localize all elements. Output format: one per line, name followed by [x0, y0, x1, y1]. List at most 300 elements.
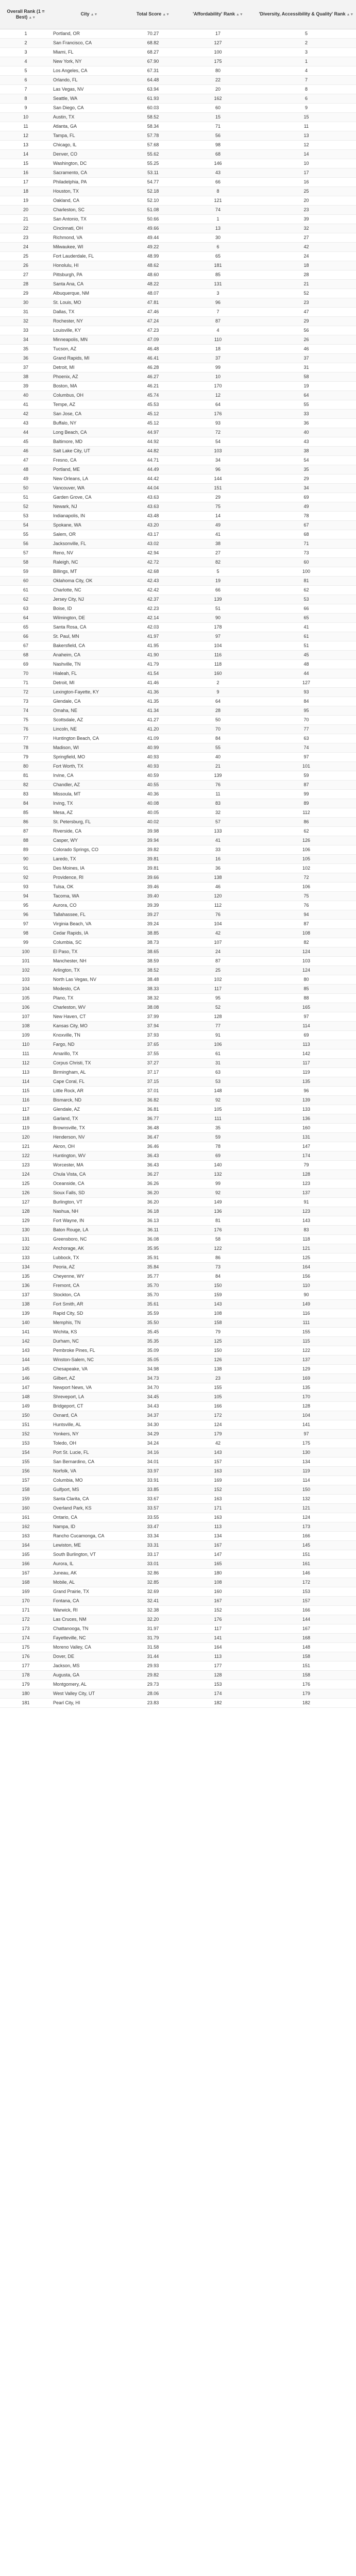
city-cell: Rochester, NY — [52, 317, 127, 326]
table-row — [0, 669, 356, 679]
table-row — [0, 521, 356, 530]
city-cell: Vancouver, WA — [52, 484, 127, 493]
total-score-cell: 46.27 — [127, 372, 179, 382]
total-score-cell: 32.20 — [127, 1615, 179, 1624]
table-row — [0, 1207, 356, 1216]
diversity-rank-cell: 137 — [257, 1189, 356, 1198]
overall-rank-cell: 69 — [0, 660, 52, 669]
diversity-rank-cell: 96 — [257, 1087, 356, 1096]
city-cell: Mobile, AL — [52, 1578, 127, 1587]
affordability-rank-cell: 84 — [179, 1272, 257, 1281]
table-row — [0, 994, 356, 1003]
diversity-rank-cell: 156 — [257, 1272, 356, 1281]
affordability-rank-cell: 66 — [179, 178, 257, 187]
table-row — [0, 966, 356, 975]
total-score-cell: 34.01 — [127, 1458, 179, 1467]
sort-arrow-icon[interactable]: ▲▼ — [235, 13, 243, 16]
city-cell: Fort Lauderdale, FL — [52, 252, 127, 261]
overall-rank-cell: 172 — [0, 1615, 52, 1624]
table-row — [0, 753, 356, 762]
diversity-rank-cell: 42 — [257, 243, 356, 252]
overall-rank-cell: 170 — [0, 1597, 52, 1606]
overall-rank-cell: 67 — [0, 641, 52, 651]
total-score-cell: 35.50 — [127, 1318, 179, 1328]
total-score-cell: 38.48 — [127, 975, 179, 985]
diversity-rank-cell: 117 — [257, 1059, 356, 1068]
overall-rank-cell: 50 — [0, 484, 52, 493]
total-score-cell: 36.26 — [127, 1179, 179, 1189]
total-score-cell: 48.99 — [127, 252, 179, 261]
table-row — [0, 1587, 356, 1597]
city-cell: Stockton, CA — [52, 1291, 127, 1300]
table-row — [0, 1365, 356, 1374]
total-score-cell: 38.33 — [127, 985, 179, 994]
diversity-rank-cell: 60 — [257, 558, 356, 567]
overall-rank-cell: 47 — [0, 456, 52, 465]
table-row — [0, 771, 356, 781]
diversity-rank-cell: 108 — [257, 929, 356, 938]
diversity-rank-cell: 87 — [257, 920, 356, 929]
diversity-rank-cell: 127 — [257, 679, 356, 688]
diversity-rank-cell: 31 — [257, 363, 356, 372]
total-score-cell: 37.15 — [127, 1077, 179, 1087]
affordability-rank-cell: 15 — [179, 113, 257, 122]
affordability-rank-cell: 40 — [179, 753, 257, 762]
overall-rank-cell: 48 — [0, 465, 52, 474]
total-score-cell: 58.34 — [127, 122, 179, 131]
city-cell: Kansas City, MO — [52, 1022, 127, 1031]
table-row — [0, 567, 356, 577]
affordability-rank-cell: 150 — [179, 1281, 257, 1291]
diversity-rank-cell: 113 — [257, 1040, 356, 1049]
total-score-cell: 41.27 — [127, 716, 179, 725]
total-score-cell: 45.12 — [127, 410, 179, 419]
city-cell: Santa Rosa, CA — [52, 623, 127, 632]
diversity-rank-cell: 17 — [257, 168, 356, 178]
overall-rank-cell: 153 — [0, 1439, 52, 1448]
table-row — [0, 1652, 356, 1662]
city-cell: Tucson, AZ — [52, 345, 127, 354]
diversity-rank-cell: 66 — [257, 604, 356, 614]
table-row — [0, 586, 356, 595]
overall-rank-cell: 64 — [0, 614, 52, 623]
diversity-rank-cell: 29 — [257, 317, 356, 326]
total-score-cell: 29.82 — [127, 1671, 179, 1680]
overall-rank-cell: 125 — [0, 1179, 52, 1189]
total-score-cell: 41.20 — [127, 725, 179, 734]
diversity-rank-cell: 67 — [257, 521, 356, 530]
diversity-rank-cell: 69 — [257, 493, 356, 502]
city-cell: Phoenix, AZ — [52, 372, 127, 382]
total-score-cell: 34.70 — [127, 1383, 179, 1393]
table-row — [0, 632, 356, 641]
total-score-cell: 39.94 — [127, 836, 179, 845]
total-score-cell: 52.10 — [127, 196, 179, 206]
total-score-cell: 47.81 — [127, 298, 179, 308]
table-row — [0, 1059, 356, 1068]
diversity-rank-cell: 14 — [257, 150, 356, 159]
total-score-cell: 57.68 — [127, 141, 179, 150]
diversity-rank-cell: 19 — [257, 382, 356, 391]
header-label: City — [80, 11, 90, 16]
overall-rank-cell: 118 — [0, 1114, 52, 1124]
affordability-rank-cell: 9 — [179, 688, 257, 697]
total-score-cell: 43.63 — [127, 493, 179, 502]
total-score-cell: 44.71 — [127, 456, 179, 465]
affordability-rank-cell: 103 — [179, 447, 257, 456]
sort-arrow-icon[interactable]: ▲▼ — [162, 13, 170, 16]
affordability-rank-cell: 152 — [179, 1485, 257, 1495]
diversity-rank-cell: 123 — [257, 1179, 356, 1189]
table-row — [0, 1578, 356, 1587]
overall-rank-cell: 39 — [0, 382, 52, 391]
diversity-rank-cell: 16 — [257, 178, 356, 187]
diversity-rank-cell: 155 — [257, 1328, 356, 1337]
overall-rank-cell: 163 — [0, 1532, 52, 1541]
total-score-cell: 39.81 — [127, 855, 179, 864]
affordability-rank-cell: 147 — [179, 1550, 257, 1560]
affordability-rank-cell: 53 — [179, 1077, 257, 1087]
diversity-rank-cell: 9 — [257, 104, 356, 113]
table-row — [0, 1049, 356, 1059]
overall-rank-cell: 160 — [0, 1504, 52, 1513]
diversity-rank-cell: 146 — [257, 1569, 356, 1578]
affordability-rank-cell: 113 — [179, 1652, 257, 1662]
overall-rank-cell: 136 — [0, 1281, 52, 1291]
total-score-cell: 32.38 — [127, 1606, 179, 1615]
affordability-rank-cell: 4 — [179, 326, 257, 335]
affordability-rank-cell: 120 — [179, 892, 257, 901]
city-cell: Cheyenne, WY — [52, 1272, 127, 1281]
affordability-rank-cell: 151 — [179, 484, 257, 493]
city-cell: Lewiston, ME — [52, 1541, 127, 1550]
diversity-rank-cell: 135 — [257, 1383, 356, 1393]
table-row — [0, 354, 356, 363]
overall-rank-cell: 147 — [0, 1383, 52, 1393]
table-body — [0, 29, 356, 1708]
diversity-rank-cell: 54 — [257, 456, 356, 465]
overall-rank-cell: 135 — [0, 1272, 52, 1281]
overall-rank-cell: 22 — [0, 224, 52, 233]
diversity-rank-cell: 49 — [257, 502, 356, 512]
table-row — [0, 363, 356, 372]
diversity-rank-cell: 78 — [257, 512, 356, 521]
affordability-rank-cell: 160 — [179, 1587, 257, 1597]
total-score-cell: 44.97 — [127, 428, 179, 437]
city-cell: Santa Ana, CA — [52, 280, 127, 289]
table-row — [0, 243, 356, 252]
total-score-cell: 40.02 — [127, 818, 179, 827]
city-cell: St. Louis, MO — [52, 298, 127, 308]
overall-rank-cell: 13 — [0, 141, 52, 150]
overall-rank-cell: 150 — [0, 1411, 52, 1420]
diversity-rank-cell: 58 — [257, 372, 356, 382]
diversity-rank-cell: 150 — [257, 1485, 356, 1495]
affordability-rank-cell: 86 — [179, 1253, 257, 1263]
diversity-rank-cell: 25 — [257, 187, 356, 196]
overall-rank-cell: 28 — [0, 280, 52, 289]
diversity-rank-cell: 94 — [257, 910, 356, 920]
overall-rank-cell: 179 — [0, 1680, 52, 1689]
city-cell: Chandler, AZ — [52, 781, 127, 790]
total-score-cell: 35.84 — [127, 1263, 179, 1272]
affordability-rank-cell: 50 — [179, 716, 257, 725]
diversity-rank-cell: 12 — [257, 141, 356, 150]
diversity-rank-cell: 23 — [257, 298, 356, 308]
total-score-cell: 23.83 — [127, 1699, 179, 1708]
city-cell: Missoula, MT — [52, 790, 127, 799]
overall-rank-cell: 27 — [0, 270, 52, 280]
city-cell: Miami, FL — [52, 48, 127, 57]
table-row — [0, 539, 356, 549]
overall-rank-cell: 138 — [0, 1300, 52, 1309]
overall-rank-cell: 133 — [0, 1253, 52, 1263]
diversity-rank-cell: 167 — [257, 1624, 356, 1634]
diversity-rank-cell: 102 — [257, 864, 356, 873]
overall-rank-cell: 68 — [0, 651, 52, 660]
header-overall-rank[interactable] — [0, 0, 52, 29]
affordability-rank-cell: 116 — [179, 651, 257, 660]
header-diversity-rank[interactable] — [257, 0, 356, 29]
affordability-rank-cell: 30 — [179, 233, 257, 243]
overall-rank-cell: 98 — [0, 929, 52, 938]
diversity-rank-cell: 29 — [257, 474, 356, 484]
overall-rank-cell: 181 — [0, 1699, 52, 1708]
city-cell: Rancho Cucamonga, CA — [52, 1532, 127, 1541]
total-score-cell: 33.01 — [127, 1560, 179, 1569]
total-score-cell: 38.32 — [127, 994, 179, 1003]
diversity-rank-cell: 135 — [257, 1077, 356, 1087]
city-cell: San Francisco, CA — [52, 39, 127, 48]
diversity-rank-cell: 46 — [257, 345, 356, 354]
city-cell: Orlando, FL — [52, 76, 127, 85]
total-score-cell: 46.28 — [127, 363, 179, 372]
city-cell: Colorado Springs, CO — [52, 845, 127, 855]
city-cell: Dallas, TX — [52, 308, 127, 317]
diversity-rank-cell: 148 — [257, 1643, 356, 1652]
total-score-cell: 42.03 — [127, 623, 179, 632]
city-cell: Huntington, WV — [52, 1151, 127, 1161]
header-city[interactable] — [52, 0, 127, 29]
city-cell: Oakland, CA — [52, 196, 127, 206]
total-score-cell: 35.35 — [127, 1337, 179, 1346]
table-row — [0, 1346, 356, 1355]
sort-arrow-icon[interactable]: ▲▼ — [28, 15, 36, 20]
affordability-rank-cell: 34 — [179, 456, 257, 465]
table-row — [0, 1393, 356, 1402]
city-cell: Gulfport, MS — [52, 1485, 127, 1495]
overall-rank-cell: 154 — [0, 1448, 52, 1458]
overall-rank-cell: 9 — [0, 104, 52, 113]
overall-rank-cell: 84 — [0, 799, 52, 808]
affordability-rank-cell: 136 — [179, 1207, 257, 1216]
city-cell: West Valley City, UT — [52, 1689, 127, 1699]
table-row — [0, 1040, 356, 1049]
table-row — [0, 1012, 356, 1022]
overall-rank-cell: 169 — [0, 1587, 52, 1597]
table-row — [0, 39, 356, 48]
header-label: 'Affordability' Rank — [193, 11, 235, 16]
header-row — [0, 0, 356, 29]
affordability-rank-cell: 176 — [179, 410, 257, 419]
city-cell: Jersey City, NJ — [52, 595, 127, 604]
total-score-cell: 42.72 — [127, 558, 179, 567]
diversity-rank-cell: 39 — [257, 215, 356, 224]
total-score-cell: 48.60 — [127, 270, 179, 280]
table-row — [0, 1096, 356, 1105]
affordability-rank-cell: 104 — [179, 920, 257, 929]
affordability-rank-cell: 32 — [179, 808, 257, 818]
affordability-rank-cell: 132 — [179, 1170, 257, 1179]
city-cell: Anaheim, CA — [52, 651, 127, 660]
city-cell: Moreno Valley, CA — [52, 1643, 127, 1652]
diversity-rank-cell: 115 — [257, 1337, 356, 1346]
table-row — [0, 1031, 356, 1040]
affordability-rank-cell: 111 — [179, 1114, 257, 1124]
overall-rank-cell: 77 — [0, 734, 52, 743]
total-score-cell: 34.30 — [127, 1420, 179, 1430]
table-row — [0, 651, 356, 660]
total-score-cell: 28.06 — [127, 1689, 179, 1699]
affordability-rank-cell: 81 — [179, 1216, 257, 1226]
total-score-cell: 45.74 — [127, 391, 179, 400]
city-cell: Knoxville, TN — [52, 1031, 127, 1040]
table-row — [0, 215, 356, 224]
total-score-cell: 40.36 — [127, 790, 179, 799]
affordability-rank-cell: 180 — [179, 1569, 257, 1578]
city-cell: Las Vegas, NV — [52, 85, 127, 94]
city-cell: Burlington, VT — [52, 1198, 127, 1207]
overall-rank-cell: 66 — [0, 632, 52, 641]
table-row — [0, 1087, 356, 1096]
total-score-cell: 37.27 — [127, 1059, 179, 1068]
sort-arrow-icon[interactable]: ▲▼ — [90, 13, 98, 16]
city-cell: Detroit, MI — [52, 679, 127, 688]
affordability-rank-cell: 66 — [179, 586, 257, 595]
total-score-cell: 41.79 — [127, 660, 179, 669]
city-cell: Bakersfield, CA — [52, 641, 127, 651]
overall-rank-cell: 165 — [0, 1550, 52, 1560]
affordability-rank-cell: 24 — [179, 947, 257, 957]
city-cell: San Bernardino, CA — [52, 1458, 127, 1467]
affordability-rank-cell: 144 — [179, 474, 257, 484]
affordability-rank-cell: 14 — [179, 512, 257, 521]
diversity-rank-cell: 99 — [257, 790, 356, 799]
table-row — [0, 1476, 356, 1485]
diversity-rank-cell: 10 — [257, 159, 356, 168]
table-row — [0, 1522, 356, 1532]
affordability-rank-cell: 76 — [179, 781, 257, 790]
diversity-rank-cell: 64 — [257, 391, 356, 400]
city-cell: Arlington, TX — [52, 966, 127, 975]
total-score-cell: 36.20 — [127, 1198, 179, 1207]
affordability-rank-cell: 153 — [179, 1680, 257, 1689]
total-score-cell: 39.40 — [127, 892, 179, 901]
table-row — [0, 734, 356, 743]
diversity-rank-cell: 112 — [257, 808, 356, 818]
affordability-rank-cell: 127 — [179, 39, 257, 48]
overall-rank-cell: 7 — [0, 85, 52, 94]
overall-rank-cell: 95 — [0, 901, 52, 910]
affordability-rank-cell: 113 — [179, 1522, 257, 1532]
diversity-rank-cell: 47 — [257, 308, 356, 317]
affordability-rank-cell: 105 — [179, 1105, 257, 1114]
overall-rank-cell: 4 — [0, 57, 52, 66]
overall-rank-cell: 105 — [0, 994, 52, 1003]
header-total-score[interactable] — [127, 0, 179, 29]
diversity-rank-cell: 165 — [257, 1003, 356, 1012]
affordability-rank-cell: 176 — [179, 1226, 257, 1235]
affordability-rank-cell: 125 — [179, 1337, 257, 1346]
total-score-cell: 36.20 — [127, 1189, 179, 1198]
total-score-cell: 41.46 — [127, 679, 179, 688]
city-cell: Greensboro, NC — [52, 1235, 127, 1244]
total-score-cell: 32.41 — [127, 1597, 179, 1606]
affordability-rank-cell: 105 — [179, 1393, 257, 1402]
overall-rank-cell: 145 — [0, 1365, 52, 1374]
overall-rank-cell: 19 — [0, 196, 52, 206]
affordability-rank-cell: 38 — [179, 539, 257, 549]
overall-rank-cell: 103 — [0, 975, 52, 985]
table-row — [0, 400, 356, 410]
affordability-rank-cell: 92 — [179, 1189, 257, 1198]
total-score-cell: 43.48 — [127, 512, 179, 521]
header-label: 'Diversity, Accessibility & Quality' Rank — [259, 11, 346, 16]
table-row — [0, 1170, 356, 1179]
city-cell: Fayetteville, NC — [52, 1634, 127, 1643]
table-row — [0, 1198, 356, 1207]
table-row — [0, 1439, 356, 1448]
table-row — [0, 29, 356, 39]
table-row — [0, 1699, 356, 1708]
table-row — [0, 224, 356, 233]
overall-rank-cell: 82 — [0, 781, 52, 790]
table-row — [0, 159, 356, 168]
affordability-rank-cell: 25 — [179, 966, 257, 975]
overall-rank-cell: 54 — [0, 521, 52, 530]
affordability-rank-cell: 8 — [179, 187, 257, 196]
table-row — [0, 679, 356, 688]
sort-arrow-icon[interactable]: ▲▼ — [346, 13, 354, 16]
affordability-rank-cell: 58 — [179, 1235, 257, 1244]
city-cell: Oxnard, CA — [52, 1411, 127, 1420]
total-score-cell: 36.77 — [127, 1114, 179, 1124]
diversity-rank-cell: 7 — [257, 76, 356, 85]
city-cell: Portland, ME — [52, 465, 127, 474]
diversity-rank-cell: 91 — [257, 1198, 356, 1207]
total-score-cell: 32.86 — [127, 1569, 179, 1578]
total-score-cell: 39.82 — [127, 845, 179, 855]
city-cell: Salt Lake City, UT — [52, 447, 127, 456]
table-row — [0, 317, 356, 326]
affordability-rank-cell: 12 — [179, 391, 257, 400]
city-cell: Wilmington, DE — [52, 614, 127, 623]
diversity-rank-cell: 51 — [257, 641, 356, 651]
affordability-rank-cell: 90 — [179, 614, 257, 623]
table-row — [0, 1337, 356, 1346]
diversity-rank-cell: 124 — [257, 947, 356, 957]
total-score-cell: 60.03 — [127, 104, 179, 113]
city-cell: Spokane, WA — [52, 521, 127, 530]
affordability-rank-cell: 63 — [179, 1068, 257, 1077]
diversity-rank-cell: 53 — [257, 595, 356, 604]
diversity-rank-cell: 157 — [257, 1597, 356, 1606]
affordability-rank-cell: 108 — [179, 1578, 257, 1587]
city-cell: Mesa, AZ — [52, 808, 127, 818]
affordability-rank-cell: 57 — [179, 818, 257, 827]
header-affordability-rank[interactable] — [179, 0, 257, 29]
total-score-cell: 43.63 — [127, 502, 179, 512]
